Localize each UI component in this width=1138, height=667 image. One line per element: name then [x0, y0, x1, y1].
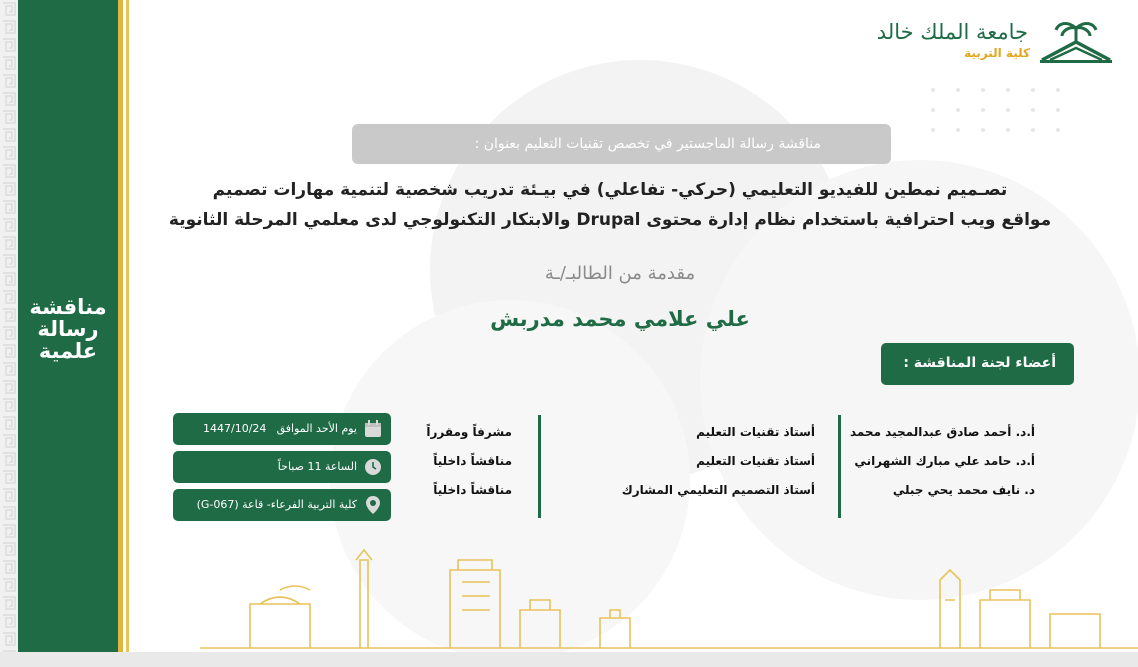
committee-names-column [850, 418, 1035, 505]
time-pill [173, 451, 391, 483]
column-divider [838, 415, 841, 518]
thesis-title-line: تصـميم نمطين للفيديو التعليمي (حركي- تفاعلي) في بيـئة تدريب شخصية لتنمية مهارات تصميم [212, 180, 1008, 200]
faculty-name: كلية التربية [964, 46, 1030, 60]
committee-titles-column [600, 418, 815, 505]
clock-icon [363, 457, 383, 477]
thesis-title-line: مواقع ويب احترافية باستخدام نظام إدارة محتوى Drupal والابتكار التكنولوجي لدى معلمي المرحلة الثانوية [168, 210, 1052, 230]
member-role: مشرفاً ومقرراً [426, 425, 512, 439]
member-role: مناقشاً داخلياً [433, 454, 512, 468]
date-label: يوم الأحد الموافق [276, 422, 357, 435]
member-name: أ.د. حامد علي مبارك الشهراني [854, 454, 1035, 468]
column-divider [538, 415, 541, 518]
location-text: كلية التربية الفرعاء- قاعة (G-067) [196, 498, 357, 511]
side-title-line: مناقشة [29, 295, 107, 319]
date-value: 1447/10/24 [203, 422, 267, 435]
committee-roles-column [400, 418, 512, 505]
committee-heading: أعضاء لجنة المناقشة : [881, 343, 1074, 385]
bottom-bar [0, 652, 1138, 667]
gold-stripe-thin [126, 0, 129, 652]
calendar-icon [363, 419, 383, 439]
side-title-line: رسالة [37, 317, 99, 341]
side-title [22, 296, 114, 362]
university-name: جامعة الملك خالد [876, 20, 1028, 44]
dot-grid-decoration [928, 85, 1068, 135]
member-title: أستاذ تقنيات التعليم [696, 425, 815, 439]
member-role: مناقشاً داخلياً [433, 483, 512, 497]
time-text: الساعة 11 صباحاً [277, 460, 357, 473]
thesis-title [150, 175, 1070, 235]
left-pattern-strip [0, 0, 18, 652]
date-pill [173, 413, 391, 445]
member-name: د. نايف محمد يحي جبلي [892, 483, 1035, 497]
location-pill [173, 489, 391, 521]
side-title-line: علمية [38, 339, 98, 363]
member-title: أستاذ تقنيات التعليم [696, 454, 815, 468]
gold-stripe [118, 0, 123, 652]
discussion-banner: مناقشة رسالة الماجستير في تخصص تقنيات التعليم بعنوان : [352, 124, 891, 164]
member-name: أ.د. أحمد صادق عبدالمجيد محمد [849, 425, 1035, 439]
university-logo [848, 18, 1118, 68]
pattern-svg [0, 0, 18, 652]
presented-by-label: مقدمة من الطالبـ/ـة [544, 263, 696, 284]
member-title: أستاذ التصميم التعليمي المشارك [621, 483, 815, 497]
palm-swords-icon [1036, 20, 1116, 64]
skyline-decoration [200, 540, 1138, 652]
location-pin-icon [363, 495, 383, 515]
student-name: علي علامي محمد مدربش [490, 307, 750, 331]
